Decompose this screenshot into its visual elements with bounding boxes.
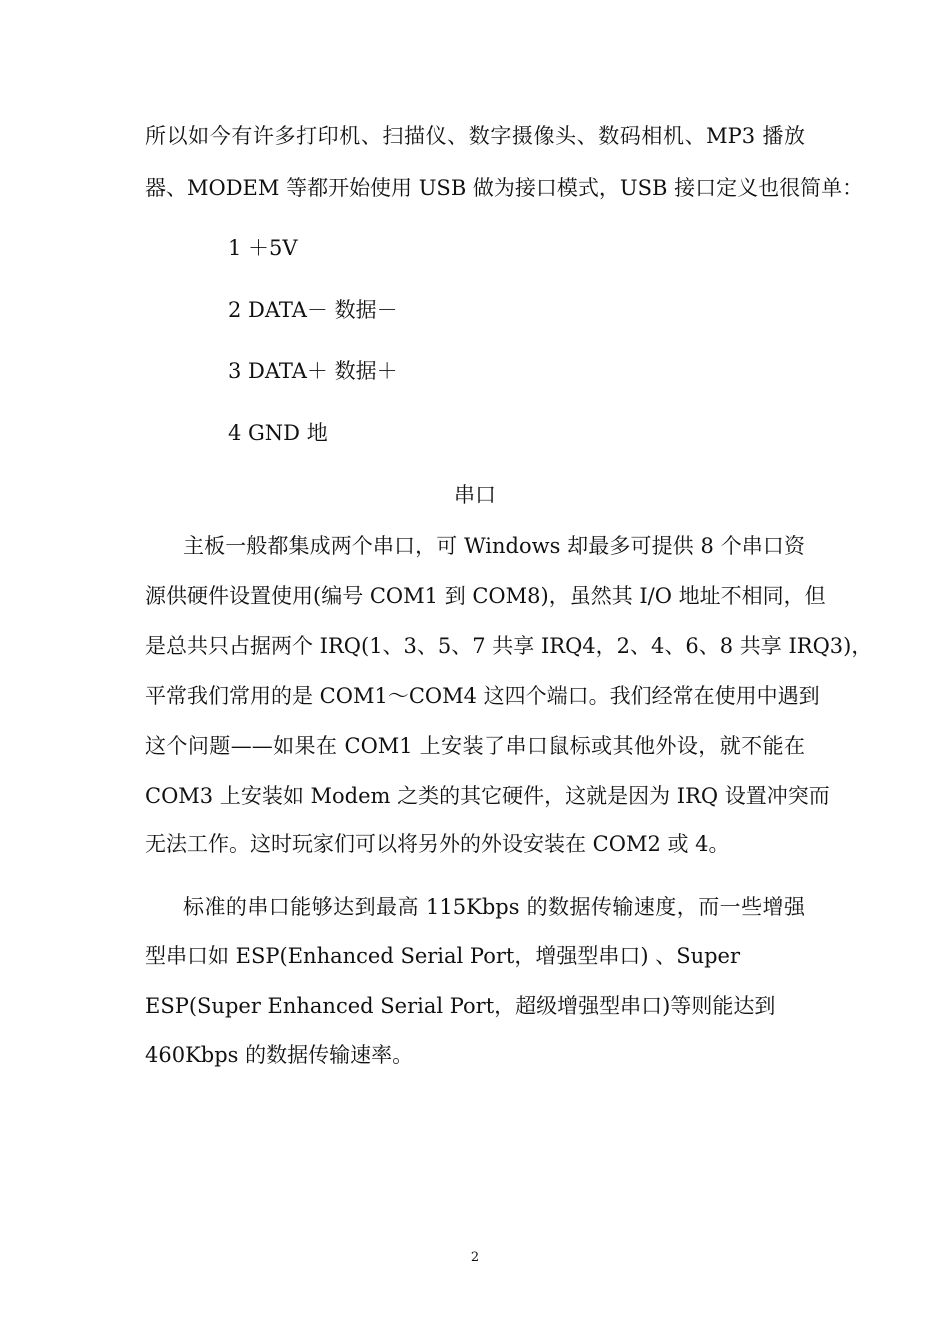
para1-line-4: 平常我们常用的是 COM1～COM4 这四个端口。我们经常在使用中遇到 — [145, 684, 820, 708]
para1-line-6: COM3 上安装如 Modem 之类的其它硬件，这就是因为 IRQ 设置冲突而 — [145, 784, 830, 808]
usb-pin-3: 3 DATA＋ 数据＋ — [228, 359, 398, 383]
para1-line-3: 是总共只占据两个 IRQ(1、3、5、7 共享 IRQ4，2、4、6、8 共享 IRQ3)， — [145, 634, 873, 658]
para2-line-3: ESP(Super Enhanced Serial Port，超级增强型串口)等则能达到 — [145, 994, 776, 1018]
para1-line-2: 源供硬件设置使用(编号 COM1 到 COM8)，虽然其 I/O 地址不相同，但 — [145, 584, 826, 608]
para1-line-7: 无法工作。这时玩家们可以将另外的外设安装在 COM2 或 4。 — [145, 832, 730, 856]
para2-line-2: 型串口如 ESP(Enhanced Serial Port，增强型串口) 、Super — [145, 944, 741, 968]
usb-pin-4: 4 GND 地 — [228, 421, 328, 445]
usb-pin-2: 2 DATA－ 数据－ — [228, 298, 398, 322]
para2-line-1: 标准的串口能够达到最高 115Kbps 的数据传输速度，而一些增强 — [183, 895, 805, 919]
para2-line-4: 460Kbps 的数据传输速率。 — [145, 1043, 414, 1067]
para1-line-5: 这个问题——如果在 COM1 上安装了串口鼠标或其他外设，就不能在 — [145, 734, 805, 758]
section-title: 串口 — [454, 483, 496, 507]
intro-line-1: 所以如今有许多打印机、扫描仪、数字摄像头、数码相机、MP3 播放 — [145, 124, 805, 148]
page-number: 2 — [470, 1250, 480, 1265]
usb-pin-1: 1 ＋5V — [228, 236, 298, 260]
para1-line-1: 主板一般都集成两个串口，可 Windows 却最多可提供 8 个串口资 — [183, 534, 805, 558]
intro-line-2: 器、MODEM 等都开始使用 USB 做为接口模式，USB 接口定义也很简单： — [145, 176, 864, 200]
